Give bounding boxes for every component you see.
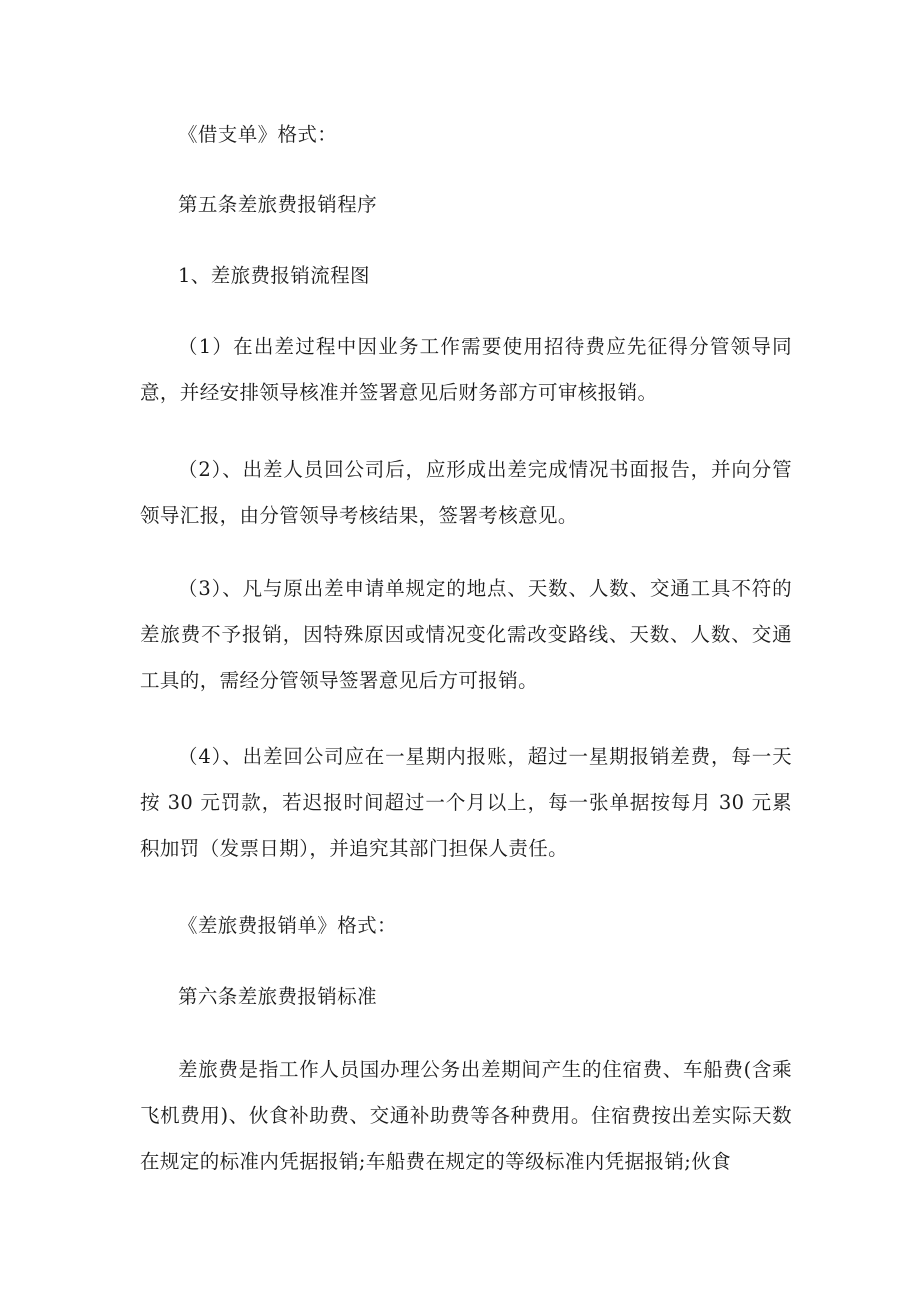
paragraph-article-6-heading: 第六条差旅费报销标准 [178, 985, 378, 1008]
paragraph-item-3: （3）、凡与原出差申请单规定的地点、天数、人数、交通工具不符的差旅费不予报销，因特殊原因或情况变化需改变路线、天数、人数、交通工具的，需经分管领导签署意见后方可报销。 [140, 577, 792, 692]
paragraph-loan-form-format: 《借支单》格式： [178, 123, 338, 146]
paragraph-flowchart-heading: 1、差旅费报销流程图 [178, 264, 370, 287]
paragraph-item-4: （4）、出差回公司应在一星期内报账，超过一星期报销差费，每一天按 30 元罚款，若迟报时间超过一个月以上，每一张单据按每月 30 元累积加罚（发票日期），并追究其部门担保人责任。 [140, 745, 792, 860]
paragraph-item-1: （1）在出差过程中因业务工作需要使用招待费应先征得分管领导同意，并经安排领导核准并签署意见后财务部方可审核报销。 [140, 335, 792, 404]
paragraph-item-2: （2）、出差人员回公司后，应形成出差完成情况书面报告，并向分管领导汇报，由分管领导考核结果，签署考核意见。 [140, 458, 792, 527]
paragraph-travel-form-format: 《差旅费报销单》格式： [178, 914, 397, 937]
paragraph-travel-expense-definition: 差旅费是指工作人员国办理公务出差期间产生的住宿费、车船费(含乘飞机费用)、伙食补助费、交通补助费等各种费用。住宿费按出差实际天数在规定的标准内凭据报销;车船费在规定的等级标准内凭据报销;伙食 [140, 1058, 792, 1173]
paragraph-article-5-heading: 第五条差旅费报销程序 [178, 193, 378, 216]
